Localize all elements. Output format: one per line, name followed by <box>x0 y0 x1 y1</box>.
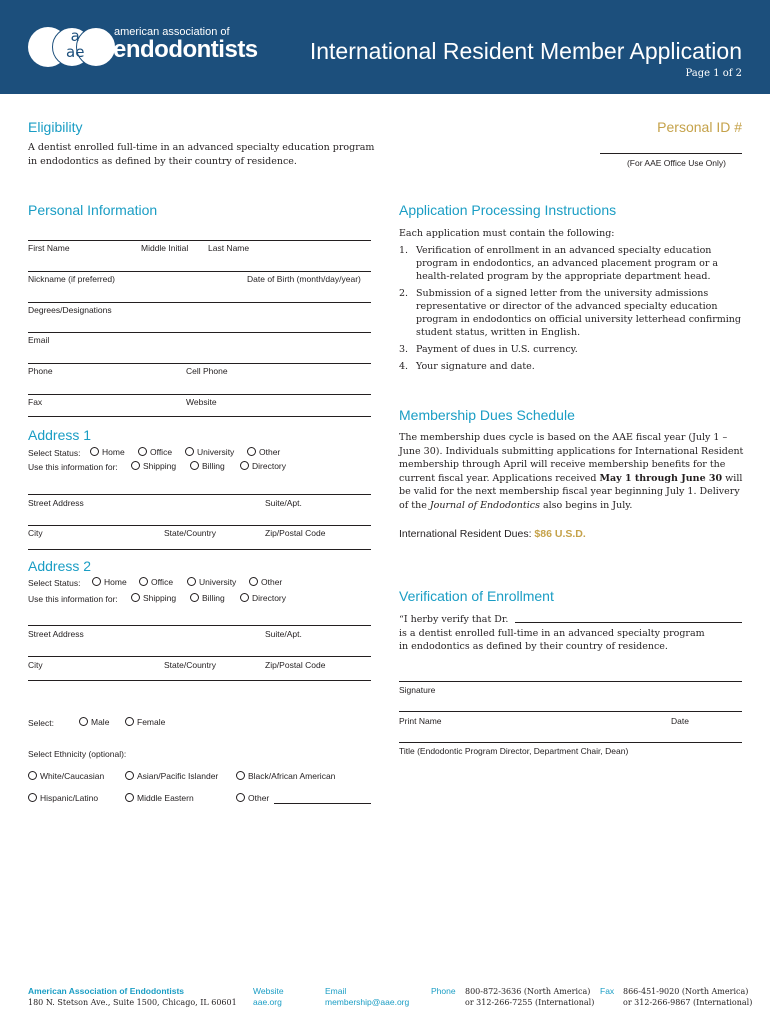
footer-fax <box>623 986 752 1008</box>
address2-city-field[interactable] <box>28 680 371 681</box>
footer-fax-label: Fax <box>600 986 615 996</box>
verification-title: Verification of Enrollment <box>399 588 554 604</box>
option-label: Shipping <box>143 593 177 603</box>
footer-email-link[interactable]: membership@aae.org <box>325 997 410 1007</box>
ethnicity-other-field[interactable] <box>274 803 371 804</box>
address1-street-label: Street Address <box>28 498 84 508</box>
dues-amount: $86 U.S.D. <box>534 528 586 540</box>
verification-quote-line-1: is a dentist enrolled full-time in an advanced specialty program <box>399 627 705 639</box>
radio-icon[interactable] <box>138 447 147 456</box>
address2-directory-option[interactable] <box>240 593 286 603</box>
footer-email-label: Email <box>325 986 347 996</box>
address2-suite-label: Suite/Apt. <box>265 629 302 639</box>
option-label: White/Caucasian <box>40 771 105 781</box>
logo-letter-a: a <box>70 27 80 45</box>
option-label: Other <box>259 447 281 457</box>
footer-org <box>28 986 237 1008</box>
eligibility-text <box>28 141 374 169</box>
page-number: Page 1 of 2 <box>685 68 742 79</box>
personal-id-title: Personal ID # <box>657 119 742 135</box>
footer-email <box>325 986 409 1008</box>
address1-top-line <box>28 494 371 495</box>
email-field[interactable] <box>28 363 371 364</box>
date-label: Date <box>671 716 689 726</box>
option-label: Other <box>248 793 270 803</box>
option-label: University <box>199 577 237 587</box>
print-name-field[interactable] <box>399 742 742 743</box>
ethnicity-white-option[interactable] <box>28 771 104 781</box>
address1-state-label: State/Country <box>164 528 216 538</box>
radio-icon[interactable] <box>131 593 140 602</box>
address1-street-field[interactable] <box>28 525 371 526</box>
footer-fax-1: 866-451-9020 (North America) <box>623 987 749 996</box>
nickname-label: Nickname (if preferred) <box>28 274 115 284</box>
ethnicity-label: Select Ethnicity (optional): <box>28 749 127 759</box>
gender-label: Select: <box>28 718 54 728</box>
option-label: Middle Eastern <box>137 793 194 803</box>
option-label: Hispanic/Latino <box>40 793 99 803</box>
radio-icon[interactable] <box>247 447 256 456</box>
address2-shipping-option[interactable] <box>131 593 176 603</box>
address1-home-option[interactable] <box>90 447 125 457</box>
dues-title: Membership Dues Schedule <box>399 407 575 423</box>
footer-phone-2: or 312-266-7255 (International) <box>465 998 595 1007</box>
radio-icon[interactable] <box>92 577 101 586</box>
ethnicity-middle-eastern-option[interactable] <box>125 793 194 803</box>
item-number: 1. <box>399 245 409 256</box>
instruction-item <box>399 343 744 356</box>
address1-billing-option[interactable] <box>190 461 225 471</box>
footer-phone <box>465 986 594 1008</box>
email-label: Email <box>28 335 50 345</box>
radio-icon[interactable] <box>249 577 258 586</box>
option-label: Office <box>150 447 173 457</box>
radio-icon[interactable] <box>125 717 134 726</box>
degrees-field[interactable] <box>28 332 371 333</box>
degrees-label: Degrees/Designations <box>28 305 112 315</box>
option-label: Billing <box>202 461 225 471</box>
dues-amount-label: International Resident Dues: <box>399 528 535 540</box>
radio-icon[interactable] <box>139 577 148 586</box>
phone-field[interactable] <box>28 394 371 395</box>
address2-city-label: City <box>28 660 43 670</box>
radio-icon[interactable] <box>240 593 249 602</box>
address2-top-line <box>28 625 371 626</box>
eligibility-title: Eligibility <box>28 119 83 135</box>
verification-quote-start: “I herby verify that Dr. <box>399 614 509 625</box>
footer-phone-1: 800-872-3636 (North America) <box>465 987 591 996</box>
page-header <box>0 0 770 94</box>
nickname-dob-field[interactable] <box>28 302 371 303</box>
item-number: 3. <box>399 344 409 355</box>
eligibility-line-1: A dentist enrolled full-time in an advanced specialty education program <box>28 142 375 153</box>
radio-icon[interactable] <box>131 461 140 470</box>
signature-field[interactable] <box>399 681 742 682</box>
dues-text <box>399 431 744 512</box>
dob-label: Date of Birth (month/day/year) <box>247 274 361 284</box>
instruction-item <box>399 244 744 283</box>
option-label: Black/African American <box>248 771 336 781</box>
signature-label: Signature <box>399 685 436 695</box>
radio-icon[interactable] <box>90 447 99 456</box>
print-name-date-line <box>399 711 742 712</box>
fax-website-field[interactable] <box>28 416 371 417</box>
address1-university-option[interactable] <box>185 447 234 457</box>
verification-text <box>399 613 705 654</box>
item-number: 2. <box>399 288 409 299</box>
page-title: International Resident Member Application <box>309 38 742 64</box>
dues-text-b: will be valid for the next membership fiscal year beginning July 1. Delivery of the <box>399 472 743 511</box>
middle-initial-label: Middle Initial <box>141 243 189 253</box>
address2-other-option[interactable] <box>249 577 282 587</box>
footer-fax-2: or 312-266-9867 (International) <box>623 998 753 1007</box>
address2-zip-label: Zip/Postal Code <box>265 660 326 670</box>
address1-office-option[interactable] <box>138 447 172 457</box>
address1-title: Address 1 <box>28 427 92 443</box>
last-name-label: Last Name <box>208 243 250 253</box>
ethnicity-hispanic-option[interactable] <box>28 793 98 803</box>
address2-home-option[interactable] <box>92 577 127 587</box>
radio-icon[interactable] <box>190 461 199 470</box>
verification-quote-line-2: in endodontics as defined by their country of residence. <box>399 641 668 652</box>
item-text: Your signature and date. <box>416 361 535 372</box>
fax-label: Fax <box>28 397 43 407</box>
option-label: Home <box>102 447 125 457</box>
item-text: Verification of enrollment in an advanced specialty education program in endodontics, an advanced placement program or a health-related program by the appropriate department head. <box>416 245 719 282</box>
option-label: Asian/Pacific Islander <box>137 771 219 781</box>
option-label: Female <box>137 717 166 727</box>
option-label: Other <box>261 577 283 587</box>
item-text: Submission of a signed letter from the university admissions representative or director of the advanced specialty education program in endodontics on official university letterhead confirming student status, written in English. <box>416 288 741 338</box>
radio-icon[interactable] <box>187 577 196 586</box>
address2-street-field[interactable] <box>28 656 371 657</box>
option-label: Home <box>104 577 127 587</box>
footer-phone-label: Phone <box>431 986 456 996</box>
address2-state-label: State/Country <box>164 660 216 670</box>
logo-wordmark: endodontists <box>113 36 258 63</box>
address1-city-label: City <box>28 528 43 538</box>
gender-female-option[interactable] <box>125 717 165 727</box>
instructions-title: Application Processing Instructions <box>399 202 617 218</box>
footer-website <box>253 986 284 1008</box>
address1-city-field[interactable] <box>28 549 371 550</box>
ethnicity-other-option[interactable] <box>236 793 269 803</box>
address1-status-label: Select Status: <box>28 448 81 458</box>
footer-website-link[interactable]: aae.org <box>253 997 282 1007</box>
radio-icon[interactable] <box>236 771 245 780</box>
title-label: Title (Endodontic Program Director, Department Chair, Dean) <box>399 746 629 756</box>
address2-status-label: Select Status: <box>28 578 81 588</box>
instruction-item <box>399 360 744 373</box>
radio-icon[interactable] <box>28 793 37 802</box>
personal-id-field[interactable] <box>600 153 742 154</box>
radio-icon[interactable] <box>28 771 37 780</box>
address1-other-option[interactable] <box>247 447 280 457</box>
website-label: Website <box>186 397 217 407</box>
address2-title: Address 2 <box>28 558 92 574</box>
address1-shipping-option[interactable] <box>131 461 176 471</box>
verification-dr-name-field[interactable] <box>515 622 742 623</box>
name-line-top <box>28 240 371 241</box>
radio-icon[interactable] <box>185 447 194 456</box>
address1-directory-option[interactable] <box>240 461 286 471</box>
logo-subtitle: american association of <box>114 26 230 38</box>
option-label: Male <box>91 717 110 727</box>
dues-journal-name: Journal of Endodontics <box>429 499 540 511</box>
footer-website-label: Website <box>253 986 284 996</box>
option-label: Directory <box>252 593 287 603</box>
gender-male-option[interactable] <box>79 717 109 727</box>
option-label: Shipping <box>143 461 177 471</box>
address1-use-label: Use this information for: <box>28 462 118 472</box>
personal-id-note: (For AAE Office Use Only) <box>626 158 726 168</box>
address2-office-option[interactable] <box>139 577 173 587</box>
ethnicity-asian-option[interactable] <box>125 771 218 781</box>
instructions-block <box>399 227 744 377</box>
footer-org-name: American Association of Endodontists <box>28 986 185 996</box>
eligibility-line-2: in endodontics as defined by their country of residence. <box>28 156 297 167</box>
address2-use-label: Use this information for: <box>28 594 118 604</box>
item-number: 4. <box>399 361 409 372</box>
dues-bold-dates: May 1 through June 30 <box>599 472 723 484</box>
first-name-label: First Name <box>28 243 70 253</box>
radio-icon[interactable] <box>125 771 134 780</box>
radio-icon[interactable] <box>236 793 245 802</box>
ethnicity-black-option[interactable] <box>236 771 335 781</box>
radio-icon[interactable] <box>125 793 134 802</box>
instruction-item <box>399 287 744 339</box>
personal-info-title: Personal Information <box>28 202 158 218</box>
phone-label: Phone <box>28 366 53 376</box>
address1-suite-label: Suite/Apt. <box>265 498 302 508</box>
logo-mark <box>66 28 84 60</box>
option-label: Billing <box>202 593 225 603</box>
footer-address: 180 N. Stetson Ave., Suite 1500, Chicago, IL 60601 <box>28 998 237 1007</box>
radio-icon[interactable] <box>79 717 88 726</box>
print-name-label: Print Name <box>399 716 442 726</box>
option-label: Directory <box>252 461 287 471</box>
radio-icon[interactable] <box>240 461 249 470</box>
dues-amount-line <box>399 528 586 540</box>
logo-letters-ae: ae <box>66 43 85 61</box>
address2-street-label: Street Address <box>28 629 84 639</box>
address2-billing-option[interactable] <box>190 593 225 603</box>
option-label: Office <box>151 577 174 587</box>
option-label: University <box>197 447 235 457</box>
dues-text-a: The membership dues cycle is based on the AAE fiscal year (July 1 – June 30). Individuals submitting applications for International Resident membership through April will receive membership benefits for the current fiscal year. Applications received <box>399 432 744 484</box>
address1-zip-label: Zip/Postal Code <box>265 528 326 538</box>
instructions-list <box>399 244 744 373</box>
name-field[interactable] <box>28 271 371 272</box>
item-text: Payment of dues in U.S. currency. <box>416 344 578 355</box>
radio-icon[interactable] <box>190 593 199 602</box>
instructions-intro: Each application must contain the following: <box>399 228 615 239</box>
address2-university-option[interactable] <box>187 577 236 587</box>
cell-label: Cell Phone <box>186 366 228 376</box>
dues-text-c: also begins in July. <box>539 499 633 511</box>
